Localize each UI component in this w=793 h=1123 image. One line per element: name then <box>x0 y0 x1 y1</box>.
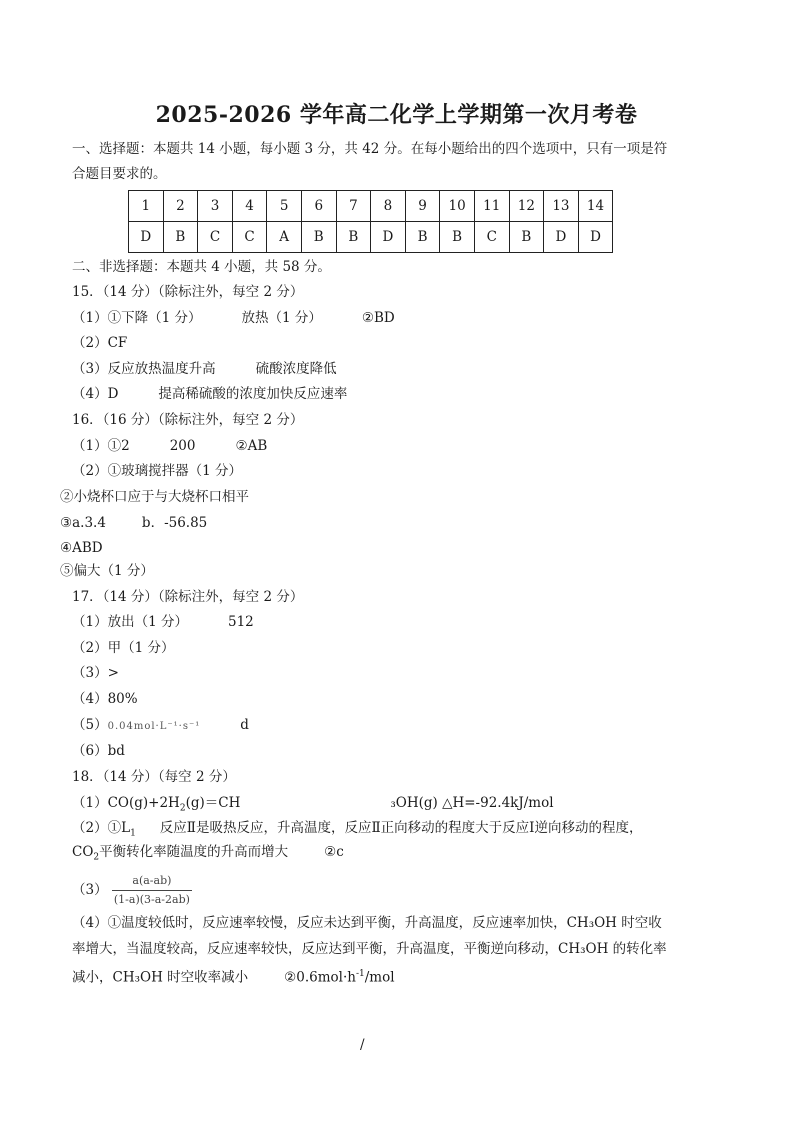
q18-part2 <box>72 819 642 843</box>
answer-table-number: 10 <box>440 191 475 222</box>
q15-part4 <box>72 385 347 403</box>
q17-rate-formula: 0.04mol·L⁻¹·s⁻¹ <box>107 721 201 732</box>
q15-part4-b: 提高稀硫酸的浓度加快反应速率 <box>158 386 348 402</box>
q16-part2-c-a: ③a.3.4 <box>60 515 106 531</box>
answer-table-answer: A <box>267 222 302 253</box>
q17-part5-a: （5） <box>72 717 108 733</box>
answer-table-number: 1 <box>129 191 164 222</box>
answer-table-answer: B <box>440 222 475 253</box>
answer-table-number: 13 <box>544 191 579 222</box>
answer-table-answer-row <box>129 222 613 253</box>
q17-part1-b: 512 <box>227 614 254 630</box>
q17-part4: （4）80% <box>72 691 138 707</box>
q18-part1-c: ₃OH(g) △H=-92.4kJ/mol <box>390 795 554 811</box>
q15-header: 15．（14 分）（除标注外，每空 2 分） <box>72 284 304 300</box>
q18-part2-sub: 1 <box>130 828 136 839</box>
answer-table-number: 9 <box>405 191 440 222</box>
answer-table-answer: B <box>163 222 198 253</box>
q18-part2-cont-b: 平衡转化率随温度的升高而增大 <box>99 844 289 860</box>
answer-table-number: 2 <box>163 191 198 222</box>
answer-table-number: 6 <box>301 191 336 222</box>
q18-part2-cont-c: ②c <box>324 844 344 860</box>
q18-part4-line1: （4）①温度较低时，反应速率较慢，反应未达到平衡，升高温度，反应速率加快，CH₃OH 时空收 <box>72 915 662 931</box>
answer-table-number: 8 <box>371 191 406 222</box>
q18-part4-line3-c: /mol <box>364 969 395 986</box>
q15-part3 <box>72 360 337 378</box>
answer-table-number-row <box>129 191 613 222</box>
answer-table-answer: B <box>405 222 440 253</box>
q18-part4-line3-sup: -1 <box>355 969 365 979</box>
answer-table-number: 5 <box>267 191 302 222</box>
q16-header: 16．（16 分）（除标注外，每空 2 分） <box>72 412 304 428</box>
q16-part1-a: （1）①2 <box>72 438 130 454</box>
q18-part2-cont-sub: 2 <box>93 852 100 863</box>
q18-part4-line3 <box>72 965 395 987</box>
q15-part1 <box>72 309 395 327</box>
q16-part2-c <box>60 514 207 532</box>
answer-table-answer: D <box>544 222 579 253</box>
q18-part2-cont <box>72 843 344 867</box>
q16-part1 <box>72 437 267 455</box>
answer-table-answer: D <box>371 222 406 253</box>
q15-part3-a: （3）反应放热温度升高 <box>72 361 216 377</box>
q18-part4-line3-a: 减小，CH₃OH 时空收率减小 <box>72 969 249 986</box>
q18-part4-line3-b: ②0.6mol·h <box>284 969 356 986</box>
answer-table-answer: C <box>474 222 509 253</box>
section1-instructions-2: 合题目要求的。 <box>72 166 167 182</box>
page-footer: / <box>360 1037 365 1053</box>
q17-part1 <box>72 613 254 631</box>
answer-table-answer: C <box>198 222 233 253</box>
q18-part2-cont-a: CO <box>72 844 94 860</box>
q16-part2-d: ④ABD <box>60 540 103 556</box>
section2-instructions: 二、非选择题：本题共 4 小题，共 58 分。 <box>72 259 331 275</box>
q16-part2-e: ⑤偏大（1 分） <box>60 563 154 579</box>
answer-table-number: 3 <box>198 191 233 222</box>
answer-table-answer: B <box>509 222 544 253</box>
q18-part2-b: 反应Ⅱ是吸热反应，升高温度，反应Ⅱ正向移动的程度大于反应Ⅰ逆向移动的程度， <box>159 820 643 836</box>
q17-part3: （3）> <box>72 665 119 681</box>
q15-part4-a: （4）D <box>72 386 119 402</box>
answer-table <box>128 190 613 253</box>
q17-header: 17．（14 分）（除标注外，每空 2 分） <box>72 589 304 605</box>
q18-part2-a: （2）①L <box>72 820 131 836</box>
answer-table-answer: B <box>336 222 371 253</box>
q18-part4-line2: 率增大，当温度较高，反应速率较快，反应达到平衡，升高温度，平衡逆向移动，CH₃OH 的转化率 <box>72 941 667 957</box>
answer-table-number: 7 <box>336 191 371 222</box>
answer-table-number: 14 <box>578 191 613 222</box>
q15-part1-b: 放热（1 分） <box>241 310 322 326</box>
q16-part2-b: ②小烧杯口应于与大烧杯口相平 <box>60 489 249 505</box>
answer-table-number: 11 <box>474 191 509 222</box>
q15-part3-b: 硫酸浓度降低 <box>255 361 337 377</box>
q16-part1-c: ②AB <box>235 438 268 454</box>
q18-part3 <box>72 872 192 909</box>
answer-table-answer: B <box>301 222 336 253</box>
q18-header: 18．（14 分）（每空 2 分） <box>72 769 236 785</box>
q18-part1-a: （1）CO(g)+2H <box>72 795 180 811</box>
q18-part1-sub: 2 <box>179 803 186 814</box>
answer-table-answer: D <box>129 222 164 253</box>
q15-part2: （2）CF <box>72 335 128 351</box>
q18-part1 <box>72 794 554 818</box>
q18-fraction-numerator: a(a-ab) <box>112 872 192 891</box>
answer-table-answer: D <box>578 222 613 253</box>
q18-fraction-denominator: (1-a)(3-a-2ab) <box>113 893 190 906</box>
q15-part1-c: ②BD <box>361 310 395 326</box>
answer-table-number: 12 <box>509 191 544 222</box>
q18-part3-label: （3） <box>72 882 108 898</box>
q17-part5 <box>72 716 249 736</box>
answer-table-number: 4 <box>232 191 267 222</box>
section1-instructions-1: 一、选择题：本题共 14 小题，每小题 3 分，共 42 分。在每小题给出的四个选项中，只有一项是符 <box>72 141 668 157</box>
q17-part6: （6）bd <box>72 743 125 759</box>
q15-part1-a: （1）①下降（1 分） <box>72 310 202 326</box>
q17-part5-b: d <box>240 717 249 733</box>
answer-table-answer: C <box>232 222 267 253</box>
q17-part1-a: （1）放出（1 分） <box>72 614 188 630</box>
q18-part1-b: (g)＝CH <box>185 795 241 811</box>
q18-part3-fraction <box>112 872 192 909</box>
q16-part1-b: 200 <box>169 438 196 454</box>
q16-part2-c-b: b．-56.85 <box>141 515 208 531</box>
q17-part2: （2）甲（1 分） <box>72 640 175 656</box>
page-title: 2025-2026 学年高二化学上学期第一次月考卷 <box>155 102 638 128</box>
q16-part2: （2）①玻璃搅拌器（1 分） <box>72 463 242 479</box>
